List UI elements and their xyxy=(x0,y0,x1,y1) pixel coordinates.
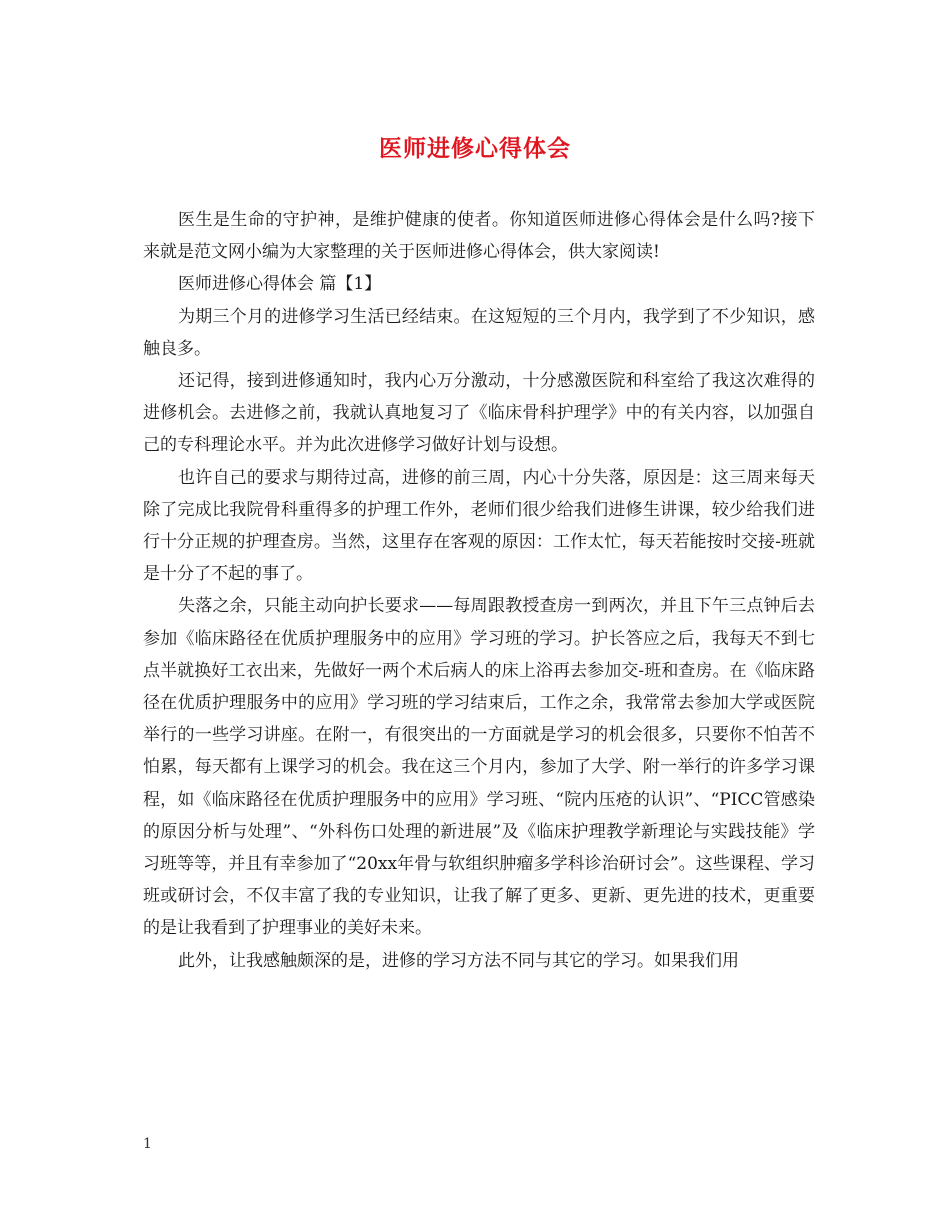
paragraph-intro: 医生是生命的守护神，是维护健康的使者。你知道医师进修心得体会是什么吗?接下来就是范文网小编为大家整理的关于医师进修心得体会，供大家阅读! xyxy=(143,210,815,263)
paragraph: 失落之余，只能主动向护长要求——每周跟教授查房一到两次，并且下午三点钟后去参加《临床路径在优质护理服务中的应用》学习班的学习。护长答应之后，我每天不到七点半就换好工衣出来，先做好一两个术后病人的床上浴再去参加交-班和查房。在《临床路径在优质护理服务中的应用》学习班的学习结束后，工作之余，我常常去参加大学或医院举行的一些学习讲座。在附一，有很突出的一方面就是学习的机会很多，只要你不怕苦不怕累，每天都有上课学习的机会。我在这三个月内，参加了大学、附一举行的许多学习课程，如《临床路径在优质护理服务中的应用》学习班、“院内压疮的认识”、“PICC管感染的原因分析与处理”、“外科伤口处理的新进展”及《临床护理教学新理论与实践技能》学习班等等，并且有幸参加了“20xx年骨与软组织肿瘤多学科诊治研讨会”。这些课程、学习班或研讨会，不仅丰富了我的专业知识，让我了解了更多、更新、更先进的技术，更重要的是让我看到了护理事业的美好未来。 xyxy=(143,596,815,939)
section-heading: 医师进修心得体会 篇【1】 xyxy=(178,274,382,295)
paragraph: 也许自己的要求与期待过高，进修的前三周，内心十分失落，原因是：这三周来每天除了完成比我院骨科重得多的护理工作外，老师们很少给我们进修生讲课，较少给我们进行十分正规的护理查房。当然，这里存在客观的原因：工作太忙，每天若能按时交接-班就是十分了不起的事了。 xyxy=(143,467,815,585)
document-body xyxy=(143,204,815,977)
page-number: 1 xyxy=(143,1136,152,1152)
paragraph: 为期三个月的进修学习生活已经结束。在这短短的三个月内，我学到了不少知识，感触良多。 xyxy=(143,306,815,359)
document-title: 医师进修心得体会 xyxy=(379,135,571,162)
paragraph: 此外，让我感触颇深的是，进修的学习方法不同与其它的学习。如果我们用 xyxy=(178,950,739,971)
paragraph: 还记得，接到进修通知时，我内心万分激动，十分感激医院和科室给了我这次难得的进修机会。去进修之前，我就认真地复习了《临床骨科护理学》中的有关内容，以加强自己的专科理论水平。并为此次进修学习做好计划与设想。 xyxy=(143,371,815,456)
